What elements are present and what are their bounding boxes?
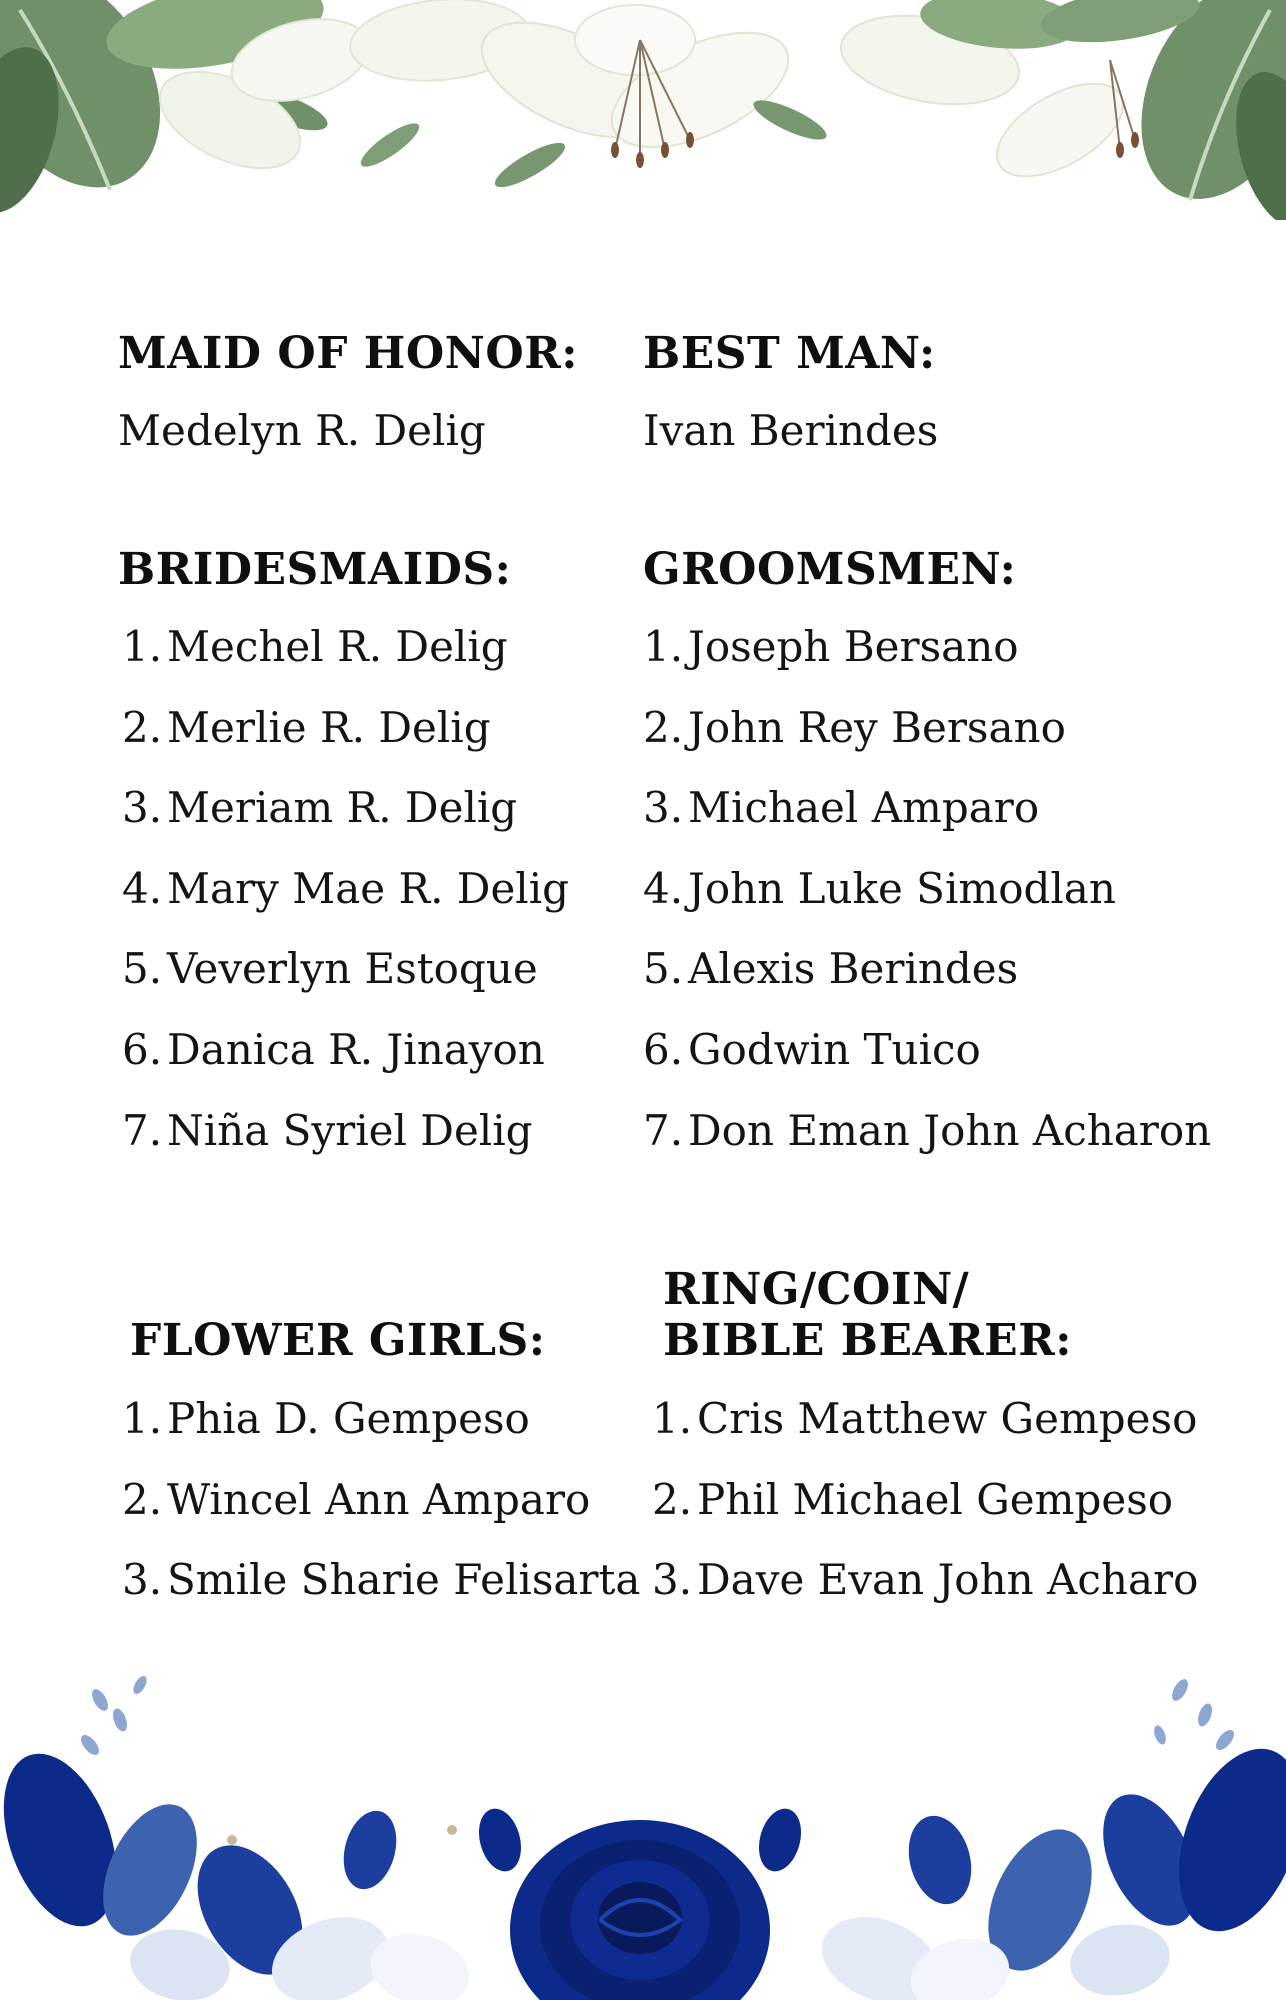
lily-cluster-center [465, 0, 831, 195]
item-name: Don Eman John Acharon [688, 1105, 1212, 1155]
item-number: 6. [643, 1024, 684, 1074]
item-number: 1. [122, 622, 163, 671]
item-name: John Rey Bersano [688, 702, 1066, 752]
item-number: 1. [122, 1394, 163, 1443]
top-floral-border [0, 0, 1286, 220]
item-number: 2. [122, 702, 163, 752]
item-name: Joseph Bersano [688, 622, 1019, 671]
item-number: 6. [122, 1024, 163, 1074]
item-name: Dave Evan John Acharo [697, 1555, 1199, 1605]
blue-sprigs [78, 1674, 1238, 1758]
bearer-heading-line2: BIBLE BEARER: [663, 1315, 1073, 1366]
item-name: Meriam R. Delig [167, 783, 518, 833]
item-name: Mary Mae R. Delig [167, 863, 570, 913]
item-number: 4. [643, 863, 684, 913]
item-number: 3. [122, 1555, 163, 1605]
item-number: 3. [643, 783, 684, 833]
item-name: Alexis Berindes [688, 944, 1019, 994]
item-number: 2. [652, 1474, 693, 1524]
item-number: 1. [652, 1394, 693, 1443]
item-name: Phia D. Gempeso [167, 1394, 530, 1443]
maid-of-honor-name: Medelyn R. Delig [118, 406, 486, 455]
item-name: Wincel Ann Amparo [167, 1474, 591, 1524]
best-man-heading: BEST MAN: [643, 328, 936, 379]
maid-of-honor-heading: MAID OF HONOR: [118, 328, 579, 379]
item-name: Phil Michael Gempeso [697, 1474, 1174, 1524]
item-number: 2. [643, 702, 684, 752]
bottom-floral-border [0, 1640, 1286, 2000]
navy-rose [510, 1820, 770, 2000]
item-name: Niña Syriel Delig [167, 1105, 533, 1155]
item-number: 3. [122, 783, 163, 833]
groomsmen-heading: GROOMSMEN: [643, 544, 1017, 595]
bearer-heading-line1: RING/COIN/ [663, 1264, 970, 1315]
item-number: 7. [643, 1105, 684, 1155]
item-number: 5. [122, 944, 163, 994]
item-name: Michael Amparo [688, 783, 1040, 833]
item-name: Godwin Tuico [688, 1024, 981, 1074]
item-number: 5. [643, 944, 684, 994]
flower-girls-heading: FLOWER GIRLS: [130, 1315, 546, 1366]
item-name: Danica R. Jinayon [167, 1024, 545, 1074]
best-man-name: Ivan Berindes [643, 406, 939, 455]
item-name: Cris Matthew Gempeso [697, 1394, 1198, 1443]
item-name: John Luke Simodlan [688, 863, 1116, 913]
item-name: Veverlyn Estoque [167, 944, 538, 994]
item-number: 2. [122, 1474, 163, 1524]
bridesmaids-heading: BRIDESMAIDS: [118, 544, 512, 595]
item-number: 3. [652, 1555, 693, 1605]
item-number: 4. [122, 863, 163, 913]
item-number: 7. [122, 1105, 163, 1155]
item-name: Merlie R. Delig [167, 702, 491, 752]
item-number: 1. [643, 622, 684, 671]
item-name: Smile Sharie Felisarta [167, 1555, 641, 1605]
item-name: Mechel R. Delig [167, 622, 508, 671]
